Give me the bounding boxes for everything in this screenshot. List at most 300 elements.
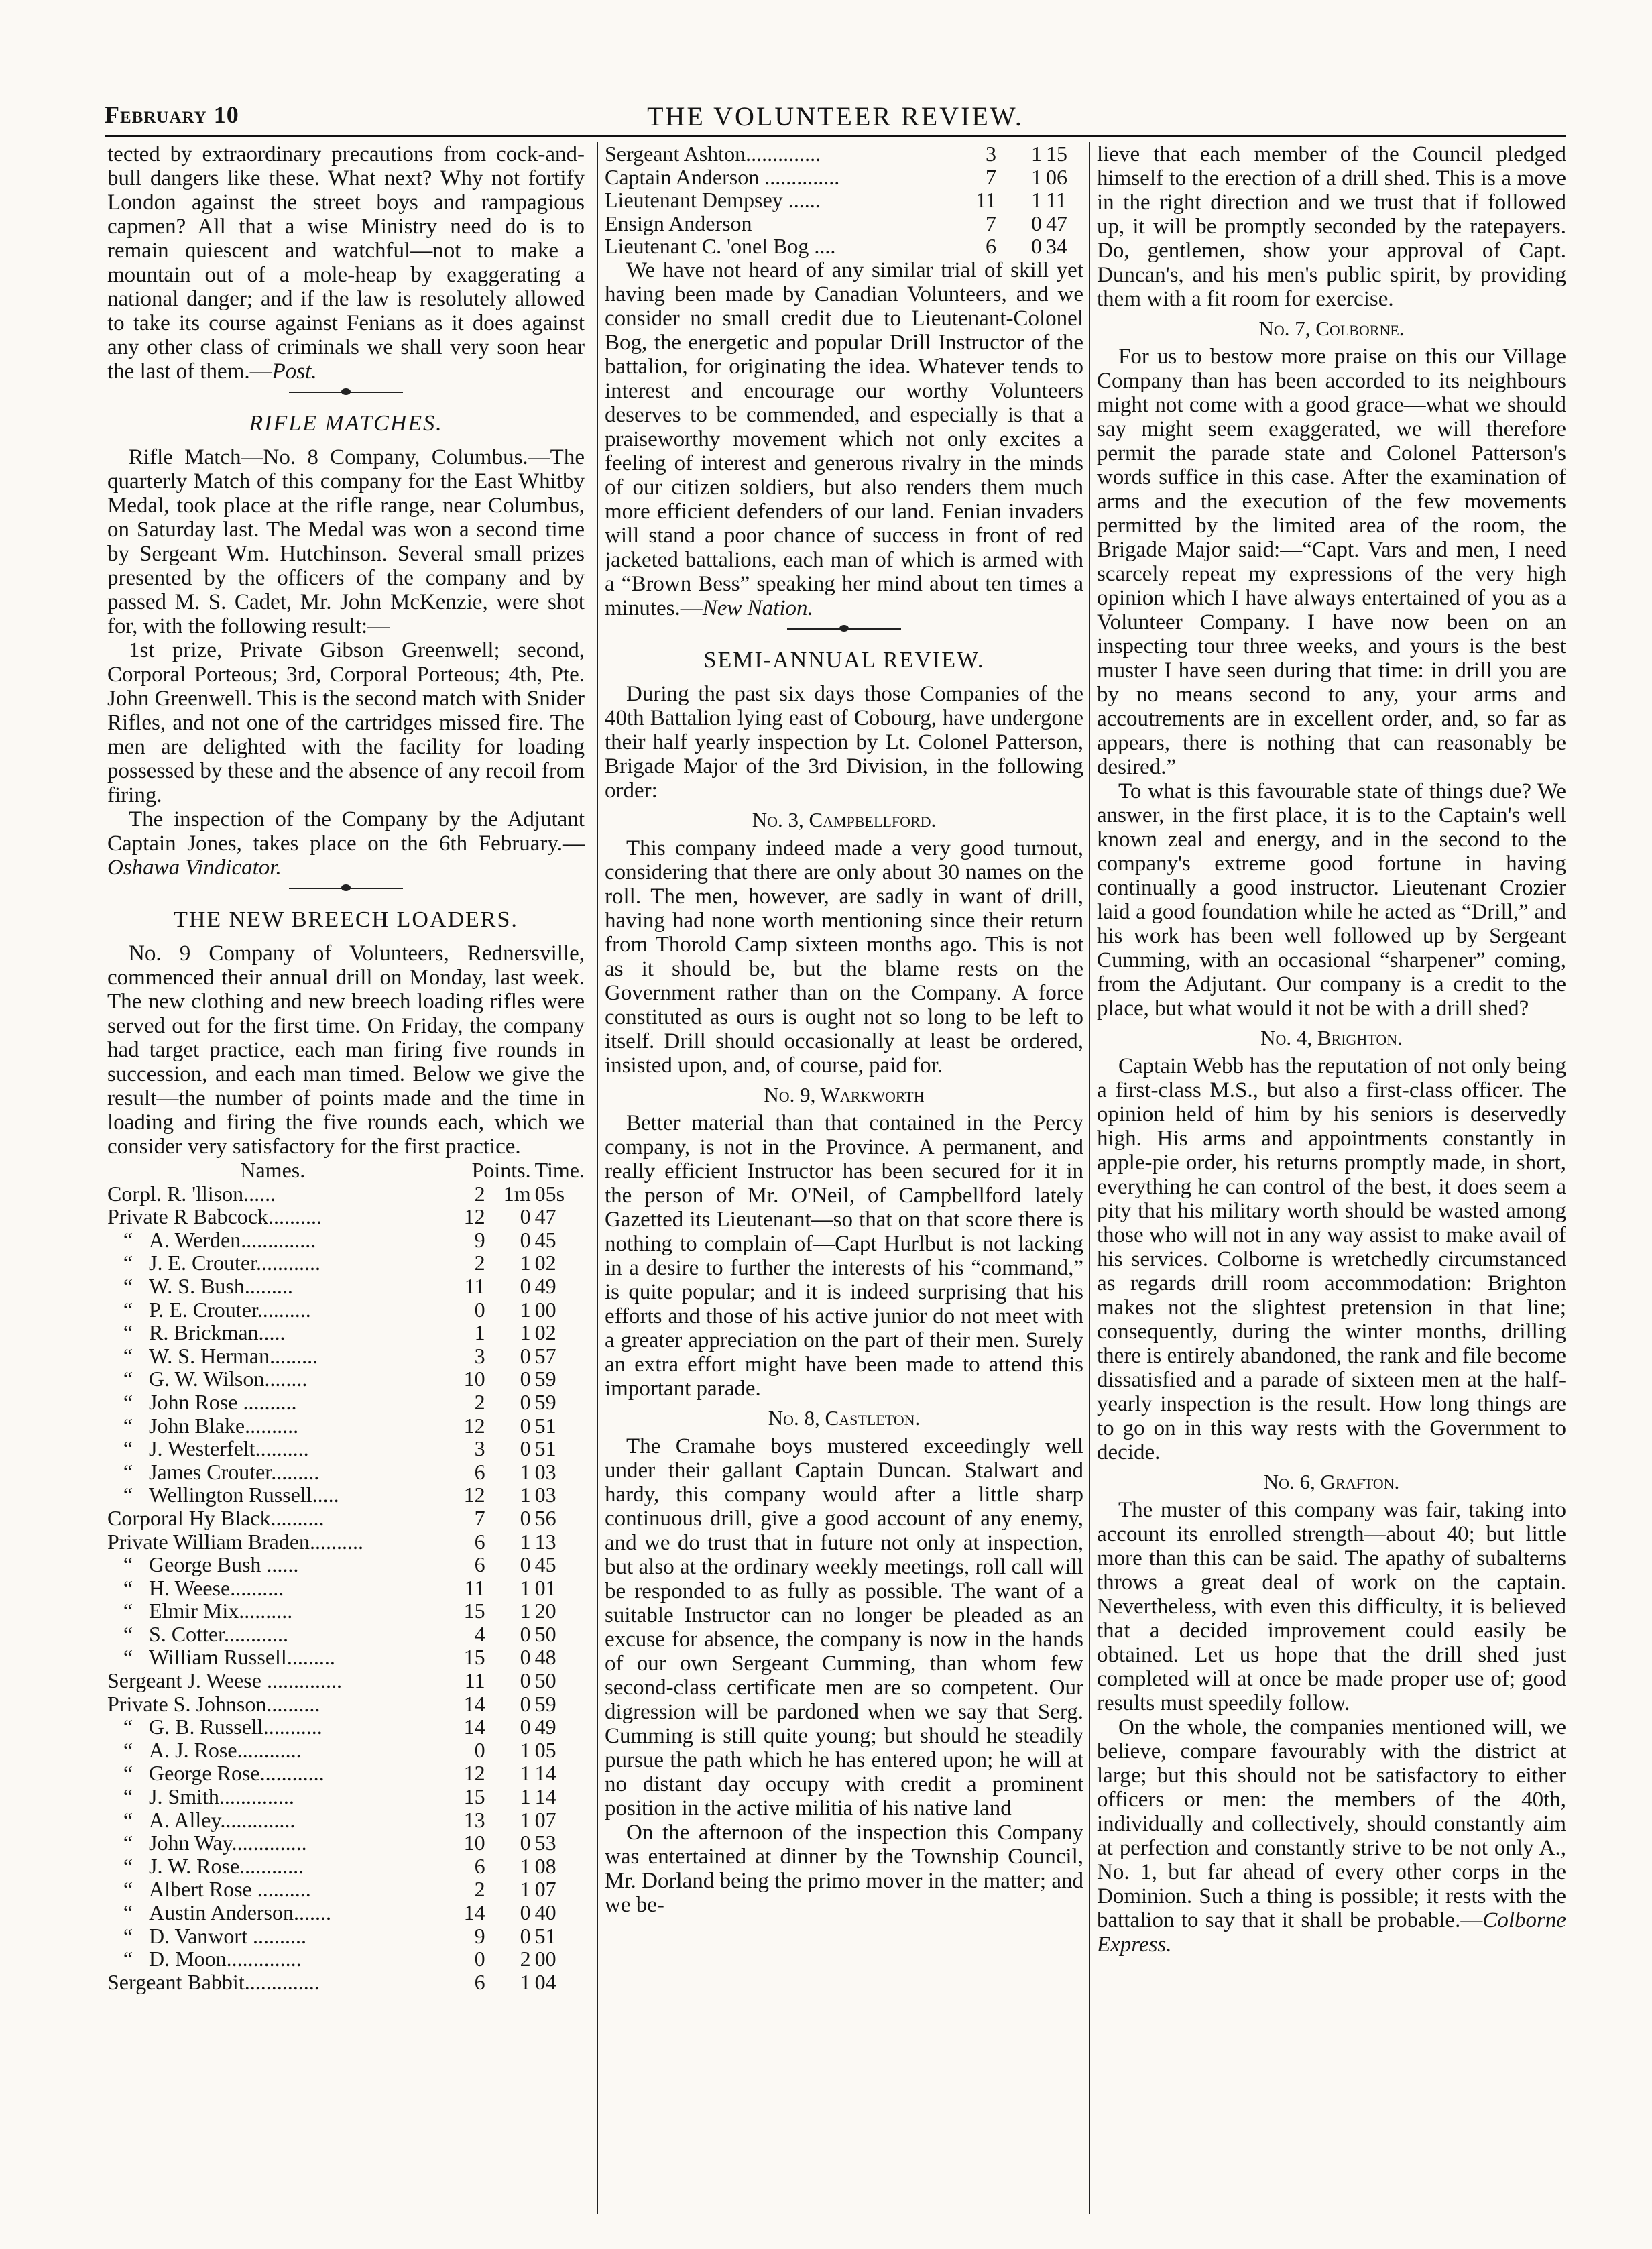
seconds-cell: 53 (534, 1831, 556, 1855)
rank-prefix: “ (123, 1273, 133, 1298)
name-cell (107, 1785, 438, 1808)
name-cell (107, 1205, 438, 1228)
table-row (605, 235, 1083, 258)
minutes-cell: 0 (520, 1621, 531, 1646)
table-header-row (107, 1159, 585, 1182)
seconds-cell: 49 (534, 1715, 556, 1739)
member-name: Weese .............. (206, 1668, 342, 1693)
member-name: S. Cotter............ (149, 1621, 289, 1646)
minutes-cell: 0 (520, 1343, 531, 1368)
seconds-cell: 59 (534, 1367, 556, 1391)
subheading: No. 9, Warkworth (764, 1082, 925, 1106)
seconds-cell: 50 (534, 1621, 556, 1646)
rank-prefix: “ (123, 1831, 133, 1855)
table-row (107, 1971, 585, 1994)
rank-prefix: Sergeant J. (107, 1668, 206, 1693)
points-cell: 6 (474, 1459, 485, 1484)
points-cell: 4 (474, 1621, 485, 1646)
column-divider (597, 142, 598, 2214)
member-name: George Bush ...... (149, 1552, 299, 1577)
seconds-cell: 56 (534, 1505, 556, 1530)
table-row (107, 1298, 585, 1322)
seconds-cell: 00 (534, 1297, 556, 1322)
article-text: This company indeed made a very good turnout, considering that there are only about 30 names on the roll. The men, however, are sadly in want of drill, having had none worth mentioning since their return from Thorold Camp sixteen months ago. This is not as it should be, but the blame rests on the Government rather than on the Company. A force constituted as ours is ought not so long to be left to itself. Drill should occasionally at least be ordered, insisted upon, and, of course, paid for. (605, 835, 1083, 1078)
seconds-cell: 40 (534, 1900, 556, 1924)
table-row (107, 1785, 585, 1808)
minutes-cell: 1 (520, 1251, 531, 1275)
member-name: D. Moon.............. (149, 1947, 302, 1971)
seconds-cell: 49 (534, 1273, 556, 1298)
rank-prefix: “ (123, 1367, 133, 1391)
name-cell (107, 1669, 438, 1692)
table-row (107, 1530, 585, 1554)
column-3 (1097, 142, 1566, 2221)
minutes-cell: 1 (520, 1320, 531, 1345)
table-row (107, 1182, 585, 1206)
name-cell (107, 1530, 438, 1554)
points-cell: 7 (474, 1505, 485, 1530)
name-cell (107, 1251, 438, 1275)
table-row (107, 1437, 585, 1460)
points-cell: 15 (463, 1645, 485, 1670)
minutes-cell: 0 (520, 1273, 531, 1298)
minutes-cell: 0 (520, 1645, 531, 1670)
seconds-cell: 04 (534, 1969, 556, 1994)
rank-prefix: Private S. (107, 1691, 196, 1716)
minutes-cell: 0 (520, 1715, 531, 1739)
member-name: R. Brickman..... (149, 1320, 286, 1345)
member-name: A. Alley.............. (149, 1807, 296, 1832)
seconds-cell: 51 (534, 1413, 556, 1438)
seconds-cell: 57 (534, 1343, 556, 1368)
points-cell: 6 (474, 1969, 485, 1994)
rank-prefix: “ (123, 1715, 133, 1739)
seconds-cell: 59 (534, 1389, 556, 1414)
results-table (107, 1159, 585, 1994)
name-cell (107, 1831, 438, 1855)
source-credit: Colborne Express. (1097, 1908, 1566, 1957)
name-cell (107, 1460, 438, 1484)
seconds-cell: 34 (1046, 234, 1067, 259)
subheading: No. 4, Brighton. (1260, 1026, 1403, 1049)
name-cell (107, 1576, 438, 1600)
table-row (107, 1483, 585, 1507)
member-name: Captain Anderson .............. (605, 164, 840, 189)
table-row (107, 1228, 585, 1252)
table-row (605, 188, 1083, 212)
member-name: John Rose .......... (149, 1389, 297, 1414)
member-name: J. W. Rose............ (149, 1853, 304, 1878)
rank-prefix: “ (123, 1923, 133, 1948)
minutes-cell: 1 (1031, 188, 1042, 213)
section-heading: SEMI-ANNUAL REVIEW. (703, 647, 985, 673)
points-cell: 2 (474, 1389, 485, 1414)
minutes-cell: 1 (520, 1807, 531, 1832)
table-row (605, 212, 1083, 235)
points-cell: 6 (474, 1552, 485, 1577)
member-name: J. Westerfelt.......... (149, 1436, 309, 1461)
seconds-cell: 03 (534, 1483, 556, 1507)
name-cell (107, 1275, 438, 1298)
source-credit: New Nation. (702, 595, 813, 620)
name-cell (107, 1762, 438, 1785)
seconds-cell: 59 (534, 1691, 556, 1716)
rank-prefix: “ (123, 1947, 133, 1971)
minutes-cell: 1 (520, 1969, 531, 1994)
member-name: J. Smith.............. (149, 1784, 294, 1809)
rank-prefix: Corporal Hy (107, 1505, 221, 1530)
points-cell: 3 (474, 1436, 485, 1461)
table-row (605, 166, 1083, 189)
member-name: Black.......... (220, 1505, 324, 1530)
member-name: D. Vanwort .......... (149, 1923, 306, 1948)
column-header: Points. (471, 1158, 531, 1182)
name-cell (107, 1947, 438, 1971)
seconds-cell: 00 (534, 1947, 556, 1971)
points-cell: 0 (474, 1737, 485, 1762)
seconds-cell: 45 (534, 1227, 556, 1252)
seconds-cell: 07 (534, 1877, 556, 1902)
subheading: No. 6, Grafton. (1263, 1470, 1400, 1493)
name-cell (107, 1344, 438, 1368)
page-header (105, 101, 1566, 134)
source-credit: Post. (272, 359, 317, 384)
points-cell: 3 (474, 1343, 485, 1368)
issue-date: February 10 (105, 101, 239, 128)
rank-prefix: Private R (107, 1204, 193, 1229)
member-name: George Rose............ (149, 1761, 324, 1786)
rank-prefix: “ (123, 1459, 133, 1484)
name-cell (107, 1507, 438, 1530)
table-row (107, 1251, 585, 1275)
minutes-cell: 2 (520, 1947, 531, 1971)
column-2 (605, 142, 1083, 2221)
section-ornament (289, 392, 403, 397)
name-cell (107, 1553, 438, 1576)
table-row (107, 1460, 585, 1484)
seconds-cell: 14 (534, 1784, 556, 1809)
table-row (107, 1739, 585, 1762)
minutes-cell: 0 (520, 1389, 531, 1414)
article-text: lieve that each member of the Council pledged himself to the erection of a drill shed. This is a move in the right direction and we trust that if followed up, it will be promptly seconded by the ratepayers. Do, gentlemen, show your approval of Capt. Duncan's, and his men's public spirit, by providing them with a fit room for exercise. (1097, 142, 1566, 311)
minutes-cell: 1 (520, 1761, 531, 1786)
points-cell: 6 (474, 1529, 485, 1554)
points-cell: 9 (474, 1923, 485, 1948)
member-name: Babcock.......... (192, 1204, 322, 1229)
points-cell: 14 (463, 1691, 485, 1716)
name-cell (107, 1483, 438, 1507)
member-name: Babbit.............. (187, 1969, 320, 1994)
article-text: The inspection of the Company by the Adjutant Captain Jones, takes place on the 6th February.—Oshawa Vindicator. (107, 807, 585, 880)
member-name: Elmir Mix.......... (149, 1599, 293, 1623)
points-cell: 15 (463, 1784, 485, 1809)
table-row (107, 1321, 585, 1344)
table-row (107, 1901, 585, 1924)
rank-prefix: “ (123, 1251, 133, 1275)
minutes-cell: 1 (1031, 164, 1042, 189)
article-text: The muster of this company was fair, taking into account its enrolled strength—about 40; but little more than this can be said. The apathy of subalterns throws a great deal of work on the captain. Nevertheless, with even this difficulty, it is believed that a decided improvement could easily be obtained. Let us hope that the drill shed just completed will at once be made proper use of; good results must speedily follow. (1097, 1498, 1566, 1715)
member-name: P. E. Crouter.......... (149, 1297, 311, 1322)
seconds-cell: 50 (534, 1668, 556, 1693)
seconds-cell: 06 (1046, 164, 1067, 189)
minutes-cell: 0 (520, 1668, 531, 1693)
column-header: Time. (534, 1158, 585, 1182)
seconds-cell: 02 (534, 1251, 556, 1275)
points-cell: 7 (986, 164, 996, 189)
name-cell (107, 1646, 438, 1669)
member-name: Albert Rose .......... (149, 1877, 311, 1902)
column-1 (107, 142, 585, 2221)
points-cell: 2 (474, 1877, 485, 1902)
minutes-cell: 1m (503, 1181, 531, 1206)
minutes-cell: 1 (520, 1784, 531, 1809)
minutes-cell: 1 (520, 1529, 531, 1554)
table-row (107, 1646, 585, 1669)
name-cell (107, 1878, 438, 1901)
points-cell: 10 (463, 1367, 485, 1391)
member-name: Braden.......... (247, 1529, 364, 1554)
name-cell (107, 1739, 438, 1762)
table-row (107, 1878, 585, 1901)
seconds-cell: 20 (534, 1599, 556, 1623)
name-cell (107, 1298, 438, 1322)
rank-prefix: “ (123, 1877, 133, 1902)
table-row (107, 1623, 585, 1646)
points-cell: 11 (464, 1273, 485, 1298)
points-cell: 9 (474, 1227, 485, 1252)
table-row (107, 1367, 585, 1391)
member-name: Wellington Russell..... (149, 1483, 339, 1507)
subheading: No. 3, Campbellford. (752, 807, 937, 831)
rank-prefix: “ (123, 1900, 133, 1924)
minutes-cell: 1 (520, 1297, 531, 1322)
seconds-cell: 15 (1046, 142, 1067, 166)
seconds-cell: 48 (534, 1645, 556, 1670)
member-name: W. S. Herman......... (149, 1343, 318, 1368)
points-cell: 2 (474, 1181, 485, 1206)
name-cell (107, 1924, 438, 1948)
points-cell: 6 (474, 1853, 485, 1878)
minutes-cell: 0 (520, 1691, 531, 1716)
member-name: Lieutenant C. 'onel Bog .... (605, 234, 836, 259)
member-name: William Russell......... (149, 1645, 335, 1670)
table-row (107, 1576, 585, 1600)
minutes-cell: 0 (1031, 211, 1042, 235)
minutes-cell: 0 (520, 1227, 531, 1252)
minutes-cell: 0 (520, 1436, 531, 1461)
table-row (107, 1715, 585, 1739)
member-name: J. E. Crouter............ (149, 1251, 320, 1275)
name-cell (107, 1808, 438, 1832)
rank-prefix: “ (123, 1389, 133, 1414)
points-cell: 6 (986, 234, 996, 259)
table-row (107, 1947, 585, 1971)
points-cell: 2 (474, 1251, 485, 1275)
minutes-cell: 0 (520, 1204, 531, 1229)
header-rule (105, 135, 1566, 137)
rank-prefix: Private William (107, 1529, 248, 1554)
section-heading: THE NEW BREECH LOADERS. (174, 907, 518, 932)
points-cell: 0 (474, 1947, 485, 1971)
member-name: Johnson.......... (196, 1691, 320, 1716)
article-text: To what is this favourable state of things due? We answer, in the first place, it is to the Captain's well known zeal and energy, and in the second to the company's extreme good fortune in having continually a good instructor. Lieutenant Crozier laid a good foundation while he acted as “Drill,” and his work has been well followed up by Sergeant Cumming, with an occasional “sharpener” coming, from the Adjutant. Our company is a credit to the place, but what would it not be with a drill shed? (1097, 779, 1566, 1021)
rank-prefix: “ (123, 1737, 133, 1762)
member-name: Lieutenant Dempsey ...... (605, 188, 821, 213)
table-row (605, 142, 1083, 166)
rank-prefix: “ (123, 1483, 133, 1507)
minutes-cell: 0 (520, 1900, 531, 1924)
name-cell (107, 1182, 438, 1206)
member-name: A. Werden.............. (149, 1227, 316, 1252)
minutes-cell: 0 (520, 1413, 531, 1438)
rank-prefix: “ (123, 1227, 133, 1252)
seconds-cell: 51 (534, 1436, 556, 1461)
table-row (107, 1553, 585, 1576)
seconds-cell: 11 (1046, 188, 1067, 213)
name-cell (107, 1855, 438, 1878)
rank-prefix: “ (123, 1621, 133, 1646)
name-cell (107, 1599, 438, 1623)
table-row (107, 1762, 585, 1785)
table-row (107, 1808, 585, 1832)
points-cell: 1 (474, 1320, 485, 1345)
rank-prefix: “ (123, 1784, 133, 1809)
table-row (107, 1205, 585, 1228)
rank-prefix: Corpl. R. (107, 1181, 192, 1206)
article-text: tected by extraordinary precautions from cock-and-bull dangers like these. What next? Why not fortify London against the street boys and rampagious capmen? All that a wise Ministry need do is to remain quiescent and watchful—not to make a mountain out of a mole-heap by exaggerating a national danger; and if the law is resolutely allowed to take its course against Fenians as it does against any other class of criminals we shall very soon hear the last of them.—Post. (107, 142, 585, 384)
masthead-title: THE VOLUNTEER REVIEW. (647, 101, 1024, 131)
member-name: G. W. Wilson........ (149, 1367, 308, 1391)
points-cell: 15 (463, 1599, 485, 1623)
points-cell: 12 (463, 1761, 485, 1786)
rank-prefix: “ (123, 1853, 133, 1878)
minutes-cell: 1 (520, 1877, 531, 1902)
member-name: W. S. Bush......... (149, 1273, 293, 1298)
name-cell (605, 235, 949, 258)
table-row (107, 1275, 585, 1298)
subheading: No. 7, Colborne. (1258, 316, 1405, 340)
points-cell: 10 (463, 1831, 485, 1855)
points-cell: 12 (463, 1483, 485, 1507)
seconds-cell: 07 (534, 1807, 556, 1832)
member-name: Sergeant Ashton.............. (605, 142, 821, 166)
seconds-cell: 47 (534, 1204, 556, 1229)
name-cell (107, 1901, 438, 1924)
section-ornament (289, 888, 403, 893)
rank-prefix: “ (123, 1413, 133, 1438)
minutes-cell: 0 (1031, 234, 1042, 259)
table-row (107, 1344, 585, 1368)
name-cell (107, 1321, 438, 1344)
table-row (107, 1669, 585, 1692)
minutes-cell: 1 (520, 1737, 531, 1762)
article-text: We have not heard of any similar trial of skill yet having been made by Canadian Volunteers, and we consider no small credit due to Lieutenant-Colonel Bog, the energetic and popular Drill Instructor of the battalion, for originating the idea. Whatever tends to interest and encourage our worthy Volunteers deserves to be commended, and especially is that a praiseworthy movement which not only excites a feeling of interest and generous rivalry in the minds of our citizen soldiers, but also renders them much more efficient defenders of our land. Fenian invaders will stand a poor chance of success in front of red jacketed battalions, each man of which is armed with a “Brown Bess” speaking her mind about ten times a minutes.—New Nation. (605, 257, 1083, 620)
article-text: No. 9 Company of Volunteers, Rednersville, commenced their annual drill on Monday, last week. The new clothing and new breech loading rifles were served out for the first time. On Friday, the company had target practice, each man firing five rounds in succession, and each man timed. Below we give the result—the number of points made and the time in loading and firing the five rounds each, which we consider very satisfactory for the first practice. (107, 941, 585, 1159)
minutes-cell: 1 (520, 1483, 531, 1507)
rank-prefix: “ (123, 1807, 133, 1832)
table-row (107, 1599, 585, 1623)
rank-prefix: “ (123, 1552, 133, 1577)
rank-prefix: “ (123, 1599, 133, 1623)
rank-prefix: “ (123, 1436, 133, 1461)
member-name: H. Weese.......... (149, 1575, 284, 1600)
column-divider (1089, 142, 1090, 2214)
points-cell: 11 (464, 1575, 485, 1600)
rank-prefix: “ (123, 1575, 133, 1600)
seconds-cell: 14 (534, 1761, 556, 1786)
seconds-cell: 51 (534, 1923, 556, 1948)
points-cell: 14 (463, 1715, 485, 1739)
seconds-cell: 45 (534, 1552, 556, 1577)
rank-prefix: Sergeant (107, 1969, 188, 1994)
name-cell (107, 1414, 438, 1438)
member-name: John Blake.......... (149, 1413, 299, 1438)
member-name: Austin Anderson....... (149, 1900, 331, 1924)
table-row (107, 1692, 585, 1716)
member-name: James Crouter......... (149, 1459, 320, 1484)
points-cell: 12 (463, 1204, 485, 1229)
source-credit: Oshawa Vindicator. (107, 856, 282, 880)
article-text: Better material than that contained in the Percy company, is not in the Province. A permanent, and really efficient Instructor has been secured for it in the person of Mr. O'Neil, of Campbellford lately Gazetted its Lieutenant—so that on that score there is nothing to complain of—Capt Hurlbut is not lacking in a desire to further the interests of his “command,” is quite popular; and it is indeed surprising that his efforts and those of his active junior do not meet with a greater appreciation on the part of their men. Surely an extra effort might have been made to attend this important parade. (605, 1110, 1083, 1401)
name-cell (107, 1367, 438, 1391)
seconds-cell: 05 (534, 1737, 556, 1762)
article-text: On the afternoon of the inspection this Company was entertained at dinner by the Township Council, Mr. Dorland being the primo mover in the matter; and we be- (605, 1820, 1083, 1917)
article-text: 1st prize, Private Gibson Greenwell; second, Corporal Porteous; 3rd, Corporal Porteous; 4th, Pte. John Greenwell. This is the second match with Snider Rifles, and not one of the cartridges missed fire. The men are delighted with the facility for loading possessed by these and the absence of any recoil from firing. (107, 638, 585, 807)
results-table-continued (605, 142, 1083, 258)
points-cell: 11 (464, 1668, 485, 1693)
member-name: Ensign Anderson (605, 211, 752, 235)
name-cell (605, 188, 949, 212)
article-text: Rifle Match—No. 8 Company, Columbus.—The quarterly Match of this company for the East Whitby Medal, took place at the rifle range, near Columbus, on Saturday last. The Medal was won a second time by Sergeant Wm. Hutchinson. Several small prizes presented by the officers of the company and by passed M. S. Cadet, Mr. John McKenzie, were shot for, with the following result:— (107, 445, 585, 638)
points-cell: 14 (463, 1900, 485, 1924)
name-cell (107, 1692, 438, 1716)
seconds-cell: 08 (534, 1853, 556, 1878)
article-text: For us to bestow more praise on this our Village Company than has been accorded to its neighbours might not come with a good grace—what we should say might seem exaggerated, we will therefore permit the parade state and Colonel Patterson's words suffice in this case. After the examination of arms and the execution of the few movements permitted by the limited area of the room, the Brigade Major said:—“Capt. Vars and men, I need scarcely repeat my expressions of the very high opinion which I have always entertained of you as a Volunteer Company. I have now been on an inspecting tour three weeks, and yours is the best muster I have seen during that time: in drill you are by no means second to any, your arms and accoutrements are in excellent order, and, so far as appears, there is nothing that can reasonably be desired.” (1097, 345, 1566, 779)
name-cell (605, 212, 949, 235)
minutes-cell: 1 (520, 1599, 531, 1623)
name-cell (107, 1228, 438, 1252)
article-text: On the whole, the companies mentioned will, we believe, compare favourably with the district at large; but this should not be satisfactory to either officers or men: the members of the 40th, individually and collectively, should constantly aim at perfection and constantly strive to be not only A., No. 1, but far ahead of every other corps in the Dominion. Such a thing is possible; it rests with the battalion to say that it shall be probable.—Colborne Express. (1097, 1715, 1566, 1957)
points-cell: 7 (986, 211, 996, 235)
column-header: Names. (240, 1158, 306, 1182)
points-cell: 11 (976, 188, 996, 213)
seconds-cell: 02 (534, 1320, 556, 1345)
minutes-cell: 1 (520, 1575, 531, 1600)
name-cell (605, 142, 949, 166)
table-row (107, 1831, 585, 1855)
rank-prefix: “ (123, 1645, 133, 1670)
minutes-cell: 0 (520, 1367, 531, 1391)
minutes-cell: 0 (520, 1552, 531, 1577)
name-cell (107, 1715, 438, 1739)
points-cell: 3 (986, 142, 996, 166)
name-cell (605, 166, 949, 189)
rank-prefix: “ (123, 1320, 133, 1345)
table-row (107, 1391, 585, 1414)
name-cell (107, 1623, 438, 1646)
member-name: A. J. Rose............ (149, 1737, 302, 1762)
points-cell: 12 (463, 1413, 485, 1438)
minutes-cell: 0 (520, 1831, 531, 1855)
seconds-cell: 03 (534, 1459, 556, 1484)
name-cell (107, 1437, 438, 1460)
table-row (107, 1507, 585, 1530)
minutes-cell: 1 (520, 1853, 531, 1878)
rank-prefix: “ (123, 1343, 133, 1368)
minutes-cell: 0 (520, 1505, 531, 1530)
section-ornament (787, 628, 901, 634)
article-text: The Cramahe boys mustered exceedingly well under their gallant Captain Duncan. Stalwart and hardy, this company would after a little sharp continuous drill, give a good account of any enemy, and we do trust that in future not only at inspection, but also at the ordinary weekly meetings, roll call will be responded to as fully as possible. The want of a suitable Instructor can no longer be pleaded as an excuse for absence, the company is now in the hands of our own Sergeant Cumming, than whom few second-class certificate men are so competent. Our digression will be pardoned when we say that Serg. Cumming is still quite young; but should he steadily pursue the path which he has entered upon; he will at no distant day occupy with credit a prominent position in the active militia of his native land (605, 1434, 1083, 1821)
